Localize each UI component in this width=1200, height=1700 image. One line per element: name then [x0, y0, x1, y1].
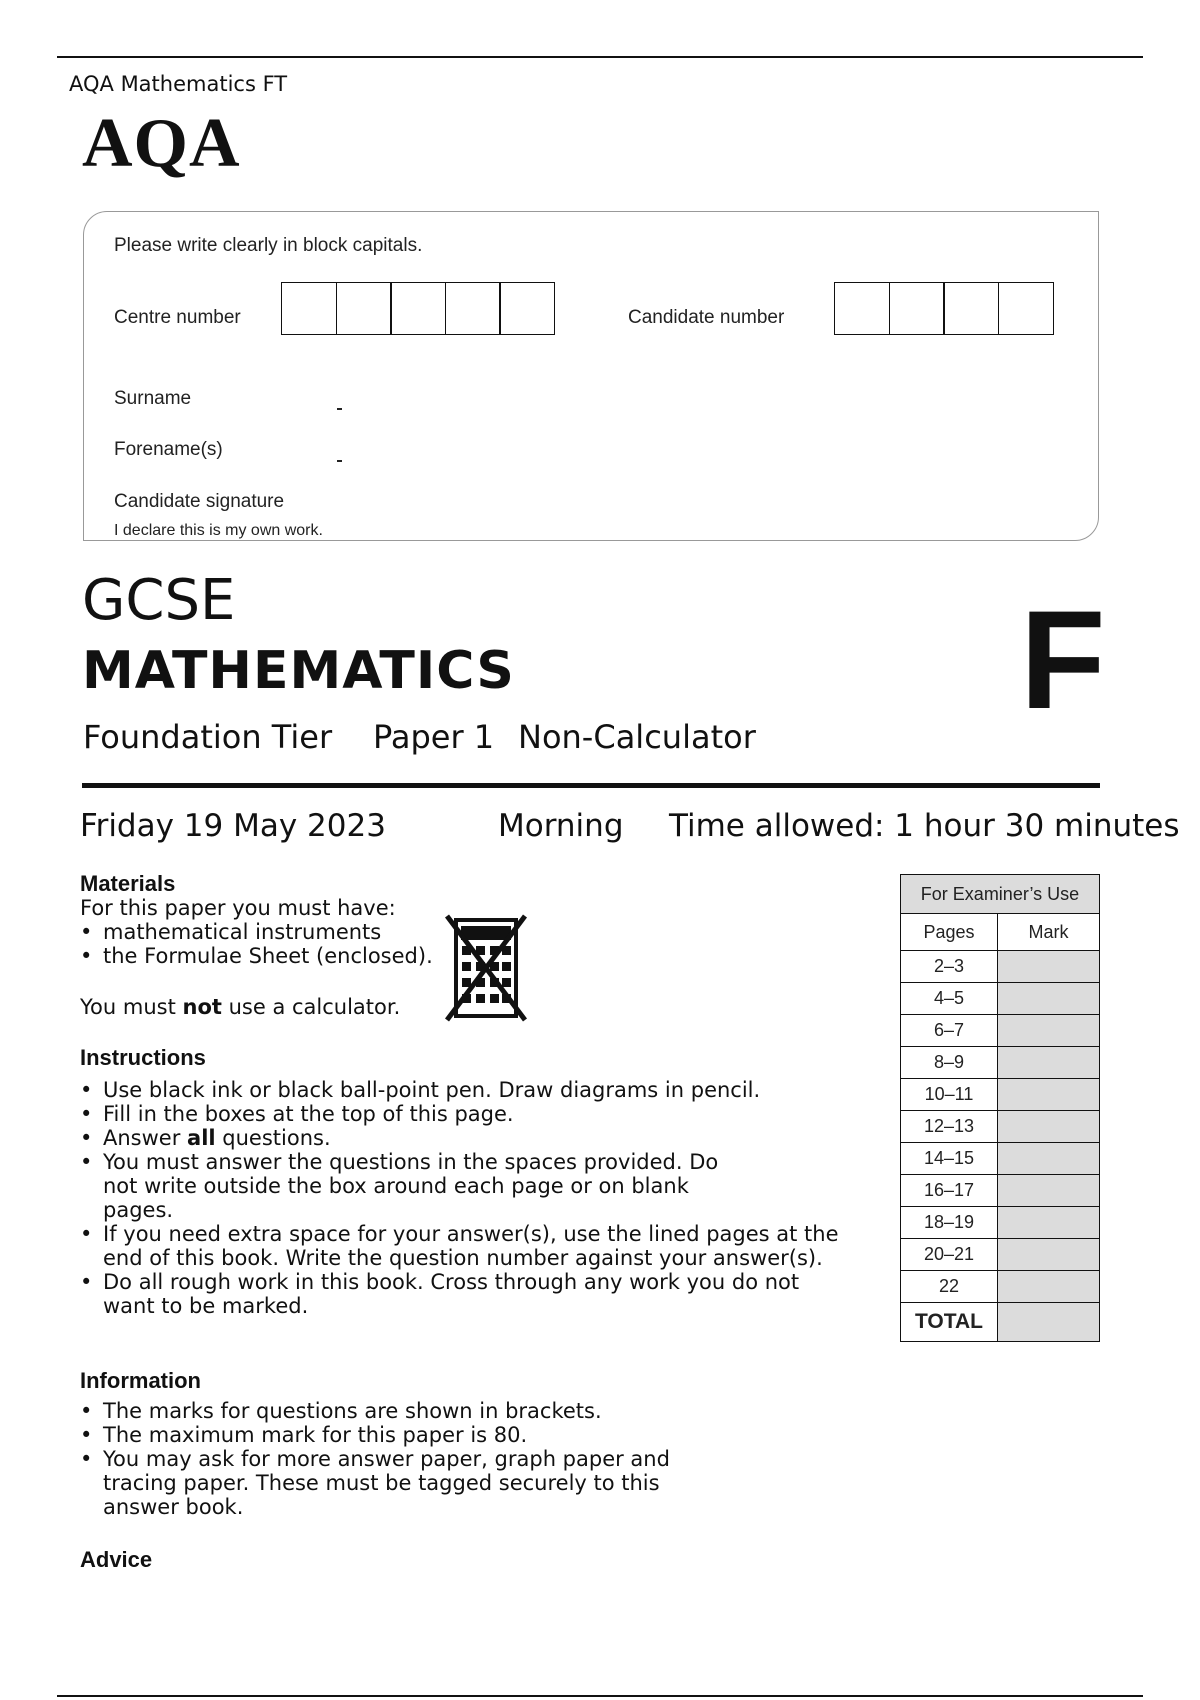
pages-cell: 18–19 — [901, 1207, 998, 1239]
list-item: • You may ask for more answer paper, graph paper and tracing paper. These must be tagged securely to this answer book. — [80, 1447, 710, 1519]
list-item: • Use black ink or black ball-point pen. Draw diagrams in pencil. — [80, 1078, 850, 1102]
mark-column-header: Mark — [998, 914, 1100, 951]
qualification-title: GCSE — [82, 568, 236, 633]
pages-cell: 6–7 — [901, 1015, 998, 1047]
list-item: • The maximum mark for this paper is 80. — [80, 1423, 710, 1447]
exam-session: Morning — [498, 808, 624, 844]
mark-cell — [998, 983, 1100, 1015]
pages-column-header: Pages — [901, 914, 998, 951]
list-item: • the Formulae Sheet (enclosed). — [80, 944, 860, 968]
surname-label: Surname — [114, 388, 192, 409]
aqa-logo: AQA — [82, 105, 241, 182]
tier-letter: F — [1020, 581, 1106, 738]
title-divider — [82, 783, 1100, 788]
tier-label: Foundation Tier — [83, 718, 333, 756]
list-item: • Answer all questions. — [80, 1126, 850, 1150]
mark-cell — [998, 1111, 1100, 1143]
list-item: • The marks for questions are shown in brackets. — [80, 1399, 710, 1423]
examiners-use-table — [900, 874, 1100, 1342]
advice-heading: Advice — [80, 1547, 153, 1572]
calculator-rule-pre: You must — [80, 995, 183, 1019]
materials-intro: For this paper you must have: — [80, 896, 396, 920]
exam-date: Friday 19 May 2023 — [80, 808, 386, 844]
mark-cell — [998, 1207, 1100, 1239]
pages-cell: 22 — [901, 1271, 998, 1303]
pages-cell: 12–13 — [901, 1111, 998, 1143]
candidate-digit-box[interactable] — [943, 282, 999, 335]
centre-digit-box[interactable] — [499, 282, 555, 335]
candidate-digit-box[interactable] — [834, 282, 890, 335]
candidate-digit-box[interactable] — [889, 282, 945, 335]
list-item: • Do all rough work in this book. Cross through any work you do not want to be marked. — [80, 1270, 823, 1318]
forenames-label: Forename(s) — [114, 439, 223, 460]
centre-number-label: Centre number — [114, 307, 241, 328]
centre-digit-box[interactable] — [445, 282, 501, 335]
no-calculator-icon — [443, 912, 529, 1024]
total-label: TOTAL — [901, 1303, 998, 1342]
forenames-field[interactable] — [337, 460, 342, 462]
signature-label: Candidate signature — [114, 491, 285, 512]
calculator-rule — [80, 995, 400, 1019]
examiners-use-title: For Examiner’s Use — [901, 875, 1100, 914]
list-item: • You must answer the questions in the spaces provided. Do not write outside the box around each page or on blank pages. — [80, 1150, 723, 1222]
pages-cell: 2–3 — [901, 951, 998, 983]
calculator-rule-not: not — [182, 995, 222, 1019]
mark-cell — [998, 1175, 1100, 1207]
mark-cell — [998, 951, 1100, 983]
instructions-heading: Instructions — [80, 1045, 206, 1070]
materials-heading: Materials — [80, 871, 176, 896]
mark-cell — [998, 1079, 1100, 1111]
mark-cell — [998, 1015, 1100, 1047]
centre-digit-box[interactable] — [281, 282, 337, 335]
candidate-number-label: Candidate number — [628, 307, 785, 328]
top-rule — [57, 56, 1143, 58]
paper-label: Paper 1 — [373, 718, 495, 756]
time-allowed: Time allowed: 1 hour 30 minutes — [669, 808, 1180, 844]
document-header: AQA Mathematics FT — [69, 72, 288, 96]
mark-cell — [998, 1047, 1100, 1079]
centre-digit-box[interactable] — [390, 282, 446, 335]
calculator-label: Non-Calculator — [518, 718, 756, 756]
candidate-digit-box[interactable] — [998, 282, 1054, 335]
pages-cell: 14–15 — [901, 1143, 998, 1175]
total-mark-cell — [998, 1303, 1100, 1342]
information-list — [80, 1399, 710, 1519]
mark-cell — [998, 1271, 1100, 1303]
surname-field[interactable] — [337, 408, 342, 410]
pages-cell: 10–11 — [901, 1079, 998, 1111]
calculator-rule-post: use a calculator. — [221, 995, 401, 1019]
centre-number-field[interactable] — [281, 282, 555, 335]
pages-cell: 4–5 — [901, 983, 998, 1015]
candidate-number-field[interactable] — [834, 282, 1054, 335]
mark-cell — [998, 1239, 1100, 1271]
information-heading: Information — [80, 1368, 201, 1393]
list-item: • mathematical instruments — [80, 920, 860, 944]
centre-digit-box[interactable] — [336, 282, 392, 335]
candidate-details-box — [83, 211, 1099, 541]
pages-cell: 16–17 — [901, 1175, 998, 1207]
pages-cell: 20–21 — [901, 1239, 998, 1271]
list-item: • Fill in the boxes at the top of this page. — [80, 1102, 850, 1126]
declaration-text: I declare this is my own work. — [114, 522, 323, 539]
list-item: • If you need extra space for your answer(s), use the lined pages at the end of this book. Write the question number against your answer(s). — [80, 1222, 873, 1270]
subject-title: MATHEMATICS — [82, 641, 515, 701]
instructions-list — [80, 1078, 850, 1318]
pages-cell: 8–9 — [901, 1047, 998, 1079]
bottom-rule — [57, 1695, 1143, 1697]
block-capitals-instruction: Please write clearly in block capitals. — [114, 235, 423, 256]
mark-cell — [998, 1143, 1100, 1175]
